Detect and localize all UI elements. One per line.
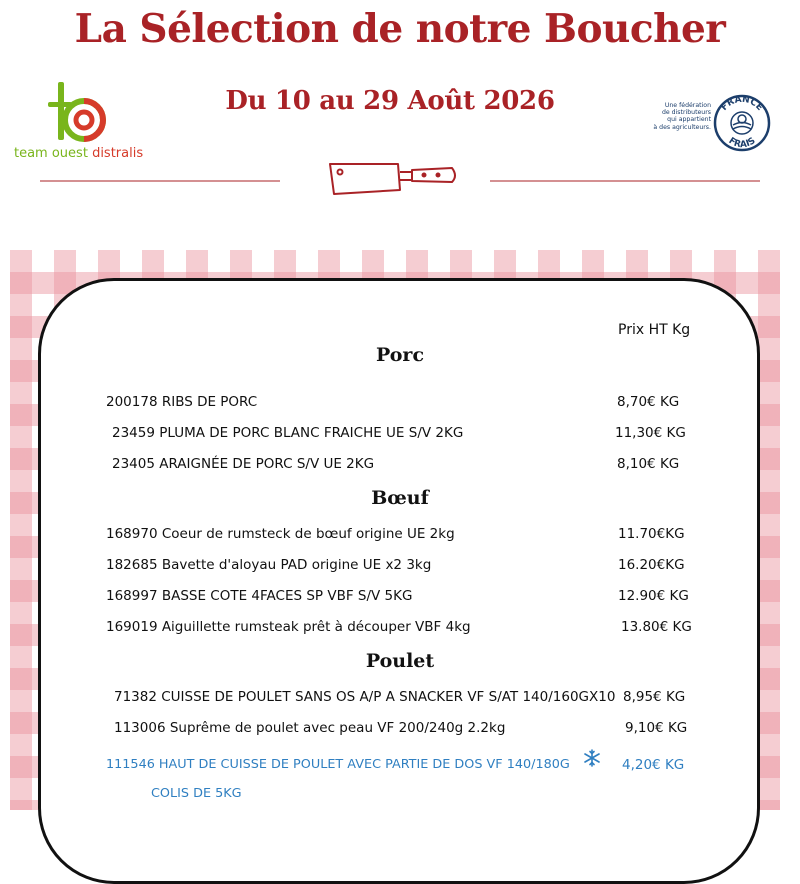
product-price-highlight: 4,20€ KG bbox=[622, 757, 685, 773]
product-label-line2: COLIS DE 5KG bbox=[151, 786, 242, 801]
product-price: 11.70€KG bbox=[618, 526, 685, 542]
product-label: 113006 Suprême de poulet avec peau VF 200/240g 2.2kg bbox=[114, 720, 506, 736]
federation-text: Une fédération de distributeurs qui appartient à des agriculteurs. bbox=[653, 102, 711, 131]
product-label: 169019 Aiguillette rumsteak prêt à découper VBF 4kg bbox=[106, 619, 471, 635]
promo-dates: Du 10 au 29 Août 2026 bbox=[225, 86, 555, 116]
product-price: 11,30€ KG bbox=[615, 425, 686, 441]
section-title-boeuf: Bœuf bbox=[371, 487, 429, 509]
snowflake-icon bbox=[583, 749, 601, 767]
logo-wordmark: team ouest distralis bbox=[14, 146, 144, 161]
section-title-poulet: Poulet bbox=[365, 650, 435, 672]
product-price: 8,10€ KG bbox=[617, 456, 680, 472]
france-frais-badge-icon bbox=[713, 94, 771, 152]
product-price: 12.90€ KG bbox=[618, 588, 689, 604]
france-frais-logo bbox=[645, 94, 775, 150]
badge-text-bottom: FRAIS bbox=[726, 136, 758, 151]
product-label: 23405 ARAIGNÉE DE PORC S/V UE 2KG bbox=[112, 456, 375, 472]
product-price: 8,70€ KG bbox=[617, 394, 680, 410]
menu-card bbox=[38, 278, 760, 884]
product-price: 13.80€ KG bbox=[621, 619, 692, 635]
product-label: 168997 BASSE COTE 4FACES SP VBF S/V 5KG bbox=[106, 588, 413, 604]
butcher-knife-divider bbox=[40, 160, 760, 200]
cleaver-icon bbox=[330, 164, 455, 194]
product-price: 8,95€ KG bbox=[623, 689, 686, 705]
section-title-porc: Porc bbox=[375, 344, 425, 366]
product-label: 71382 CUISSE DE POULET SANS OS A/P A SNACKER VF S/AT 140/160GX10 bbox=[114, 689, 616, 705]
product-price: 9,10€ KG bbox=[625, 720, 688, 736]
product-label: 168970 Coeur de rumsteck de bœuf origine UE 2kg bbox=[106, 526, 455, 542]
badge-text-top: FRANCE bbox=[719, 94, 765, 113]
price-column-header: Prix HT Kg bbox=[618, 322, 691, 338]
product-label: 200178 RIBS DE PORC bbox=[106, 394, 258, 410]
product-price: 16.20€KG bbox=[618, 557, 685, 573]
page-title: La Sélection de notre Boucher bbox=[74, 6, 726, 52]
product-label: 23459 PLUMA DE PORC BLANC FRAICHE UE S/V 2KG bbox=[112, 425, 464, 441]
product-label: 182685 Bavette d'aloyau PAD origine UE x2 3kg bbox=[106, 557, 432, 573]
team-ouest-distralis-logo bbox=[14, 80, 174, 170]
product-label-highlight: 111546 HAUT DE CUISSE DE POULET AVEC PARTIE DE DOS VF 140/180G bbox=[106, 757, 570, 772]
logo-mark-icon bbox=[14, 80, 124, 146]
